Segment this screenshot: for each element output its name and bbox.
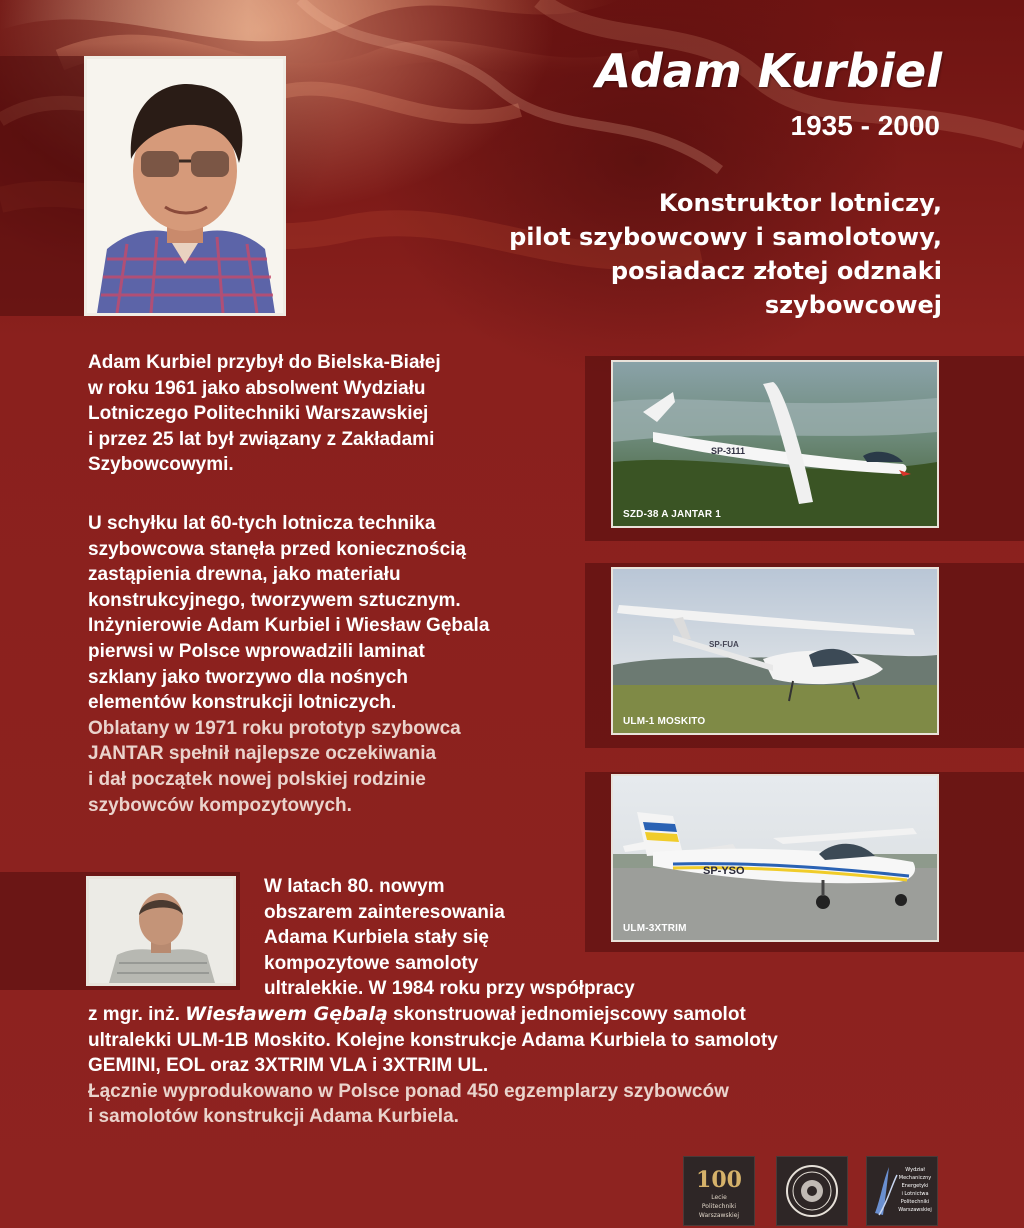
paragraph-line [88,1002,778,1028]
paragraph-line: obszarem zainteresowania [264,901,505,923]
paragraph-line-muted: i samolotów konstrukcji Adama Kurbiela. [88,1106,459,1128]
centenary-line: Politechniki [701,1203,737,1210]
paragraph-ultralight-continued [88,1002,778,1130]
centenary-logo-icon [683,1156,755,1226]
portrait-band [0,56,86,316]
subtitle-line: pilot szybowcowy i samolotowy, [509,223,942,251]
paragraph-line: Adam Kurbiel przybył do Bielska-Białej [88,352,441,373]
centenary-line: Lecie [711,1194,727,1201]
paragraph-line: Lotniczego Politechniki Warszawskiej [88,403,429,425]
xtrim-illustration [613,776,937,940]
faculty-line: Wydział [905,1167,925,1173]
aircraft-registration: SP-FUA [709,640,739,649]
paragraph-ultralight-intro [264,874,635,1002]
paragraph-line: elementów konstrukcji lotniczych. [88,692,397,714]
faculty-line: Warszawskiej [898,1207,932,1213]
subtitle-line: szybowcowej [764,291,942,319]
faculty-logo-icon [866,1156,938,1226]
centenary-number: 100 [696,1167,742,1193]
faculty-line: i Lotnictwa [901,1191,929,1197]
faculty-line: Energetyki [901,1183,929,1189]
small-portrait-illustration [89,879,233,983]
paragraph-line-muted: i dał początek nowej polskiej rodzinie [88,768,426,790]
paragraph-line-muted: szybowców kompozytowych. [88,794,352,816]
paragraph-line: konstrukcyjnego, tworzywem sztucznym. [88,589,461,611]
glider-registration: SP-3111 [711,446,746,456]
portrait-illustration [87,59,283,313]
paragraph-line-muted: Oblatany w 1971 roku prototyp szybowca [88,717,461,739]
paragraph-line: pierwsi w Polsce wprowadzili laminat [88,640,425,662]
paragraph-line: szybowcowa stanęła przed koniecznością [88,538,467,560]
name-prefix: z mgr. inż. [88,1004,180,1025]
paragraph-line: U schyłku lat 60-tych lotnicza technika [88,513,436,534]
emphasized-name: Wiesławem Gębalą [185,1003,388,1025]
faculty-line: Mechaniczny [898,1175,932,1181]
paragraph-line-muted: Łącznie wyprodukowano w Polsce ponad 450 egzemplarzy szybowców [88,1080,729,1102]
photo-caption: ULM-1 MOSKITO [623,716,706,727]
photo-caption: SZD-38 A JANTAR 1 [623,509,722,520]
faculty-logo-graphic [867,1157,937,1225]
university-seal-icon [776,1156,848,1226]
paragraph-line: zastąpienia drewna, jako materiału [88,564,401,586]
name-suffix: skonstruował jednomiejscowy samolot [393,1004,746,1025]
photo-jantar-glider [611,360,939,528]
person-subtitle [382,186,942,322]
centenary-logo-graphic [684,1157,754,1225]
paragraph-line: ultralekkie. W 1984 roku przy współpracy [264,978,635,1000]
paragraph-biography [88,350,441,478]
portrait-adam-kurbiel [84,56,286,316]
paragraph-line: GEMINI, EOL oraz 3XTRIM VLA i 3XTRIM UL. [88,1055,489,1077]
person-name: Adam Kurbiel [595,44,942,98]
paragraph-composites [88,511,489,818]
paragraph-line: w roku 1961 jako absolwent Wydziału [88,377,426,399]
paragraph-line: i przez 25 lat był związany z Zakładami [88,428,435,450]
paragraph-line: Inżynierowie Adam Kurbiel i Wiesław Gębala [88,615,490,637]
paragraph-line: Szybowcowymi. [88,454,234,476]
moskito-illustration [613,569,937,733]
paragraph-line: szklany jako tworzywo dla nośnych [88,666,408,688]
paragraph-line: ultralekki ULM-1B Moskito. Kolejne konstrukcje Adama Kurbiela to samoloty [88,1029,778,1051]
seal-graphic [777,1157,847,1225]
aircraft-registration: SP-YSO [703,865,745,877]
subtitle-line: Konstruktor lotniczy, [658,189,942,217]
photo-3xtrim-aircraft [611,774,939,942]
paragraph-line: Adama Kurbiela stały się [264,927,489,949]
paragraph-line: kompozytowe samoloty [264,952,479,974]
faculty-line: Politechniki [900,1199,930,1205]
glider-illustration [613,362,937,526]
life-years: 1935 - 2000 [790,110,940,141]
subtitle-line: posiadacz złotej odznaki [610,257,942,285]
paragraph-line-muted: JANTAR spełnił najlepsze oczekiwania [88,743,437,765]
photo-caption: ULM-3XTRIM [623,923,687,934]
photo-moskito-aircraft [611,567,939,735]
paragraph-line: W latach 80. nowym [264,876,445,897]
centenary-line: Warszawskiej [698,1212,740,1219]
portrait-wieslaw-gebala [86,876,236,986]
